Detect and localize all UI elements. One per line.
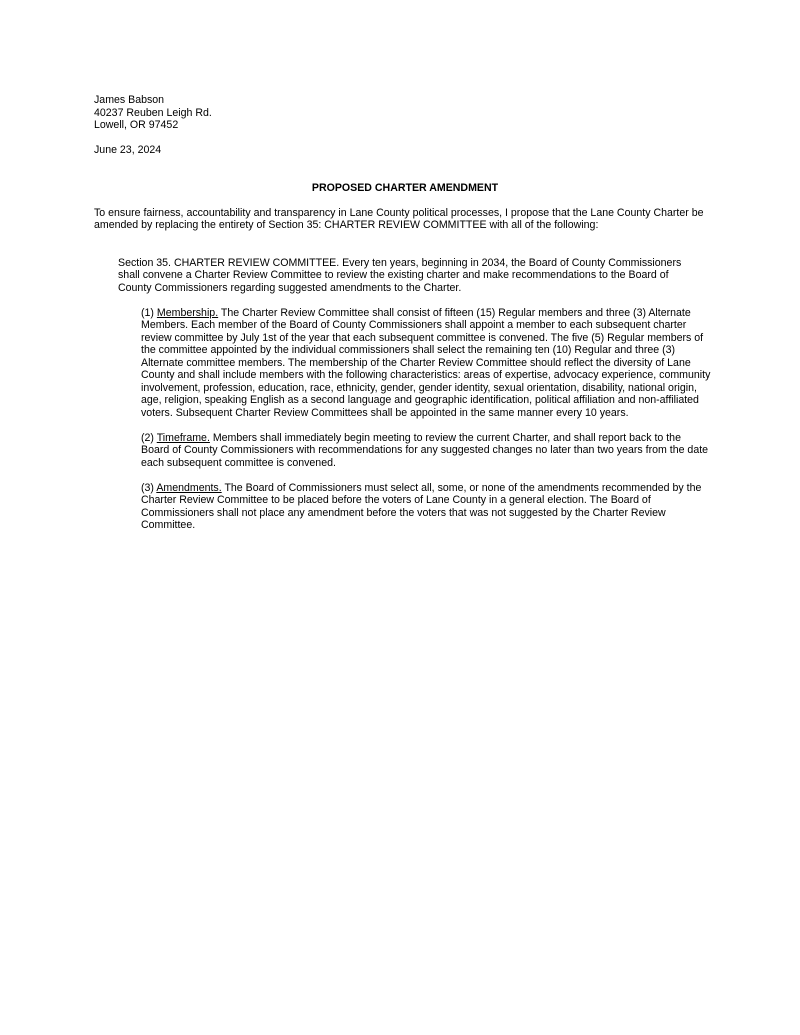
subsection-number: (3) <box>141 481 154 494</box>
letter-date: June 23, 2024 <box>94 144 162 156</box>
subsection-heading-membership: Membership. <box>156 306 219 319</box>
subsection-amendments <box>141 482 711 532</box>
letter-page <box>94 94 710 532</box>
subsection-timeframe <box>141 432 711 470</box>
sender-address <box>94 94 710 132</box>
subsection-text: Members shall immediately begin meeting to review the current Charter, and shall report back to the Board of County Commissioners with recommendations for any suggested changes no later than two years from the date each subsequent committee is convened. <box>141 431 709 469</box>
document-title: PROPOSED CHARTER AMENDMENT <box>311 181 499 194</box>
subsection-number: (2) <box>141 431 154 444</box>
subsection-heading-timeframe: Timeframe. <box>156 431 210 444</box>
intro-paragraph: To ensure fairness, accountability and transparency in Lane County political processes, I propose that the Lane County Charter be amended by replacing the entirety of Section 35: CHARTER REVIEW COMMITTEE with all of the following: <box>94 206 704 231</box>
sender-city-state-zip: Lowell, OR 97452 <box>94 119 179 131</box>
subsection-number: (1) <box>141 306 154 319</box>
section-35-paragraph: Section 35. CHARTER REVIEW COMMITTEE. Every ten years, beginning in 2034, the Board of County Commissioners shall convene a Charter Review Committee to review the existing charter and make recommendations to the Board of County Commissioners regarding suggested amendments to the Charter. <box>118 256 682 294</box>
subsection-heading-amendments: Amendments. <box>156 481 222 494</box>
subsection-text: The Charter Review Committee shall consist of fifteen (15) Regular members and three (3) Alternate Members. Each member of the Board of County Commissioners shall appoint a member to each subsequent charter review committee by July 1st of the year that each subsequent committee is convened. The five (5) Regular members of the committee appointed by the individual commissioners shall select the remaining ten (10) Regular and three (3) Alternate committee members. The membership of the Charter Review Committee should reflect the diversity of Lane County and shall include members with the following characteristics: areas of expertise, advocacy experience, community involvement, profession, education, race, ethnicity, gender, gender identity, sexual orientation, disability, national origin, age, religion, speaking English as a second language and geographic identification, political affiliation and non-affiliated voters. Subsequent Charter Review Committees shall be appointed in the same manner every 10 years. <box>141 306 711 419</box>
sender-name: James Babson <box>94 94 165 106</box>
subsection-membership <box>141 307 711 420</box>
subsection-text: The Board of Commissioners must select all, some, or none of the amendments recommended by the Charter Review Committee to be placed before the voters of Lane County in a general election. The Board of Commissioners shall not place any amendment before the voters that was not suggested by the Charter Review Committee. <box>141 481 702 531</box>
sender-street: 40237 Reuben Leigh Rd. <box>94 106 212 119</box>
